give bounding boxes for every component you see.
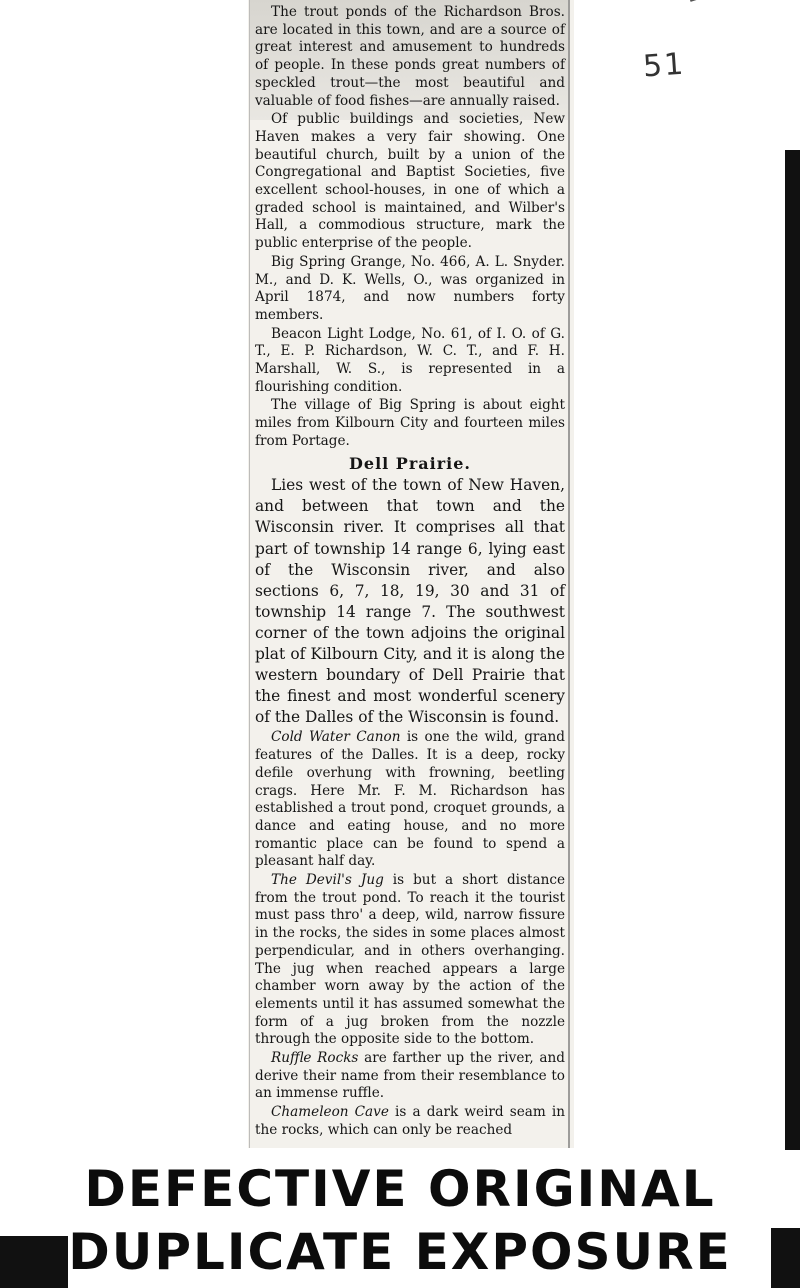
feature-text: is but a short distance from the trout pond. To reach it the tourist must pass thro' a deep, wild, narrow fissure in the rocks, the sides in some places almost perpendicular, and in others overhanging. The jug when reached appears a large chamber worn away by the action of the elements until it has assumed somewhat the form of a jug broken from the nozzle through the opposite side to the bottom. — [255, 872, 565, 1048]
section-heading: Dell Prairie. — [349, 453, 471, 473]
pen-mark — [690, 0, 752, 15]
paragraph-cold-water-canon — [255, 729, 565, 871]
clipping-left-edge — [249, 0, 250, 1148]
feature-name: Cold Water Canon — [271, 729, 401, 746]
feature-name: The Devil's Jug — [271, 872, 384, 889]
paragraph-trout-ponds: The trout ponds of the Richardson Bros. are located in this town, and are a source of great interest and amusement to hundreds of people. In these ponds great numbers of speckled trout—the most beautiful and valuable of food fishes—are annually raised. — [255, 4, 565, 109]
clipping-right-edge — [568, 0, 570, 1148]
paragraph-big-spring: The village of Big Spring is about eight miles from Kilbourn City and fourteen miles from Portage. — [255, 397, 565, 449]
feature-name: Ruffle Rocks — [271, 1050, 359, 1067]
paragraph-devils-jug — [255, 872, 565, 1049]
paragraph-public-buildings: Of public buildings and societies, New Haven makes a very fair showing. One beautiful church, built by a union of the Congregational and Baptist Societies, five excellent school-houses, in one of which a graded school is maintained, and Wilber's Hall, a commodious structure, mark the public enterprise of the people. — [255, 111, 565, 252]
duplicate-exposure-notice: DUPLICATE EXPOSURE — [68, 1223, 732, 1281]
defective-original-notice: DEFECTIVE ORIGINAL — [84, 1160, 716, 1218]
scan-edge-bar — [785, 150, 800, 1150]
paragraph-grange: Big Spring Grange, No. 466, A. L. Snyder. M., and D. K. Wells, O., was organized in April 1874, and now numbers forty members. — [255, 253, 565, 323]
paragraph-chameleon-cave — [255, 1104, 565, 1139]
feature-text: are farther up the river, and derive their name from their resemblance to an immense ruffle. — [255, 1050, 565, 1102]
feature-text: is a dark weird seam in the rocks, which can only be reached — [255, 1104, 565, 1138]
paragraph-dell-prairie: Lies west of the town of New Haven, and between that town and the Wisconsin river. It comprises all that part of township 14 range 6, lying east of the Wisconsin river, and also sections 6, 7, 18, 19, 30 and 31 of township 14 range 7. The southwest corner of the town adjoins the original plat of Kilbourn City, and it is along the western boundary of Dell Prairie that the finest and most wonderful scenery of the Dalles of the Wisconsin is found. — [255, 476, 565, 727]
page-number: 51 — [641, 46, 687, 85]
paragraph-lodge: Beacon Light Lodge, No. 61, of I. O. of G. T., E. P. Richardson, W. C. T., and F. H. Marshall, W. S., is represented in a flourishing condition. — [255, 325, 565, 395]
paragraph-ruffle-rocks — [255, 1050, 565, 1103]
feature-name: Chameleon Cave — [271, 1104, 389, 1121]
newspaper-column — [255, 4, 565, 1141]
feature-text: is one the wild, grand features of the Dalles. It is a deep, rocky defile overhung with frowning, beetling crags. Here Mr. F. M. Richardson has established a trout pond, croquet grounds, a dance and eating house, and no more romantic place can be found to spend a pleasant half day. — [255, 729, 565, 870]
